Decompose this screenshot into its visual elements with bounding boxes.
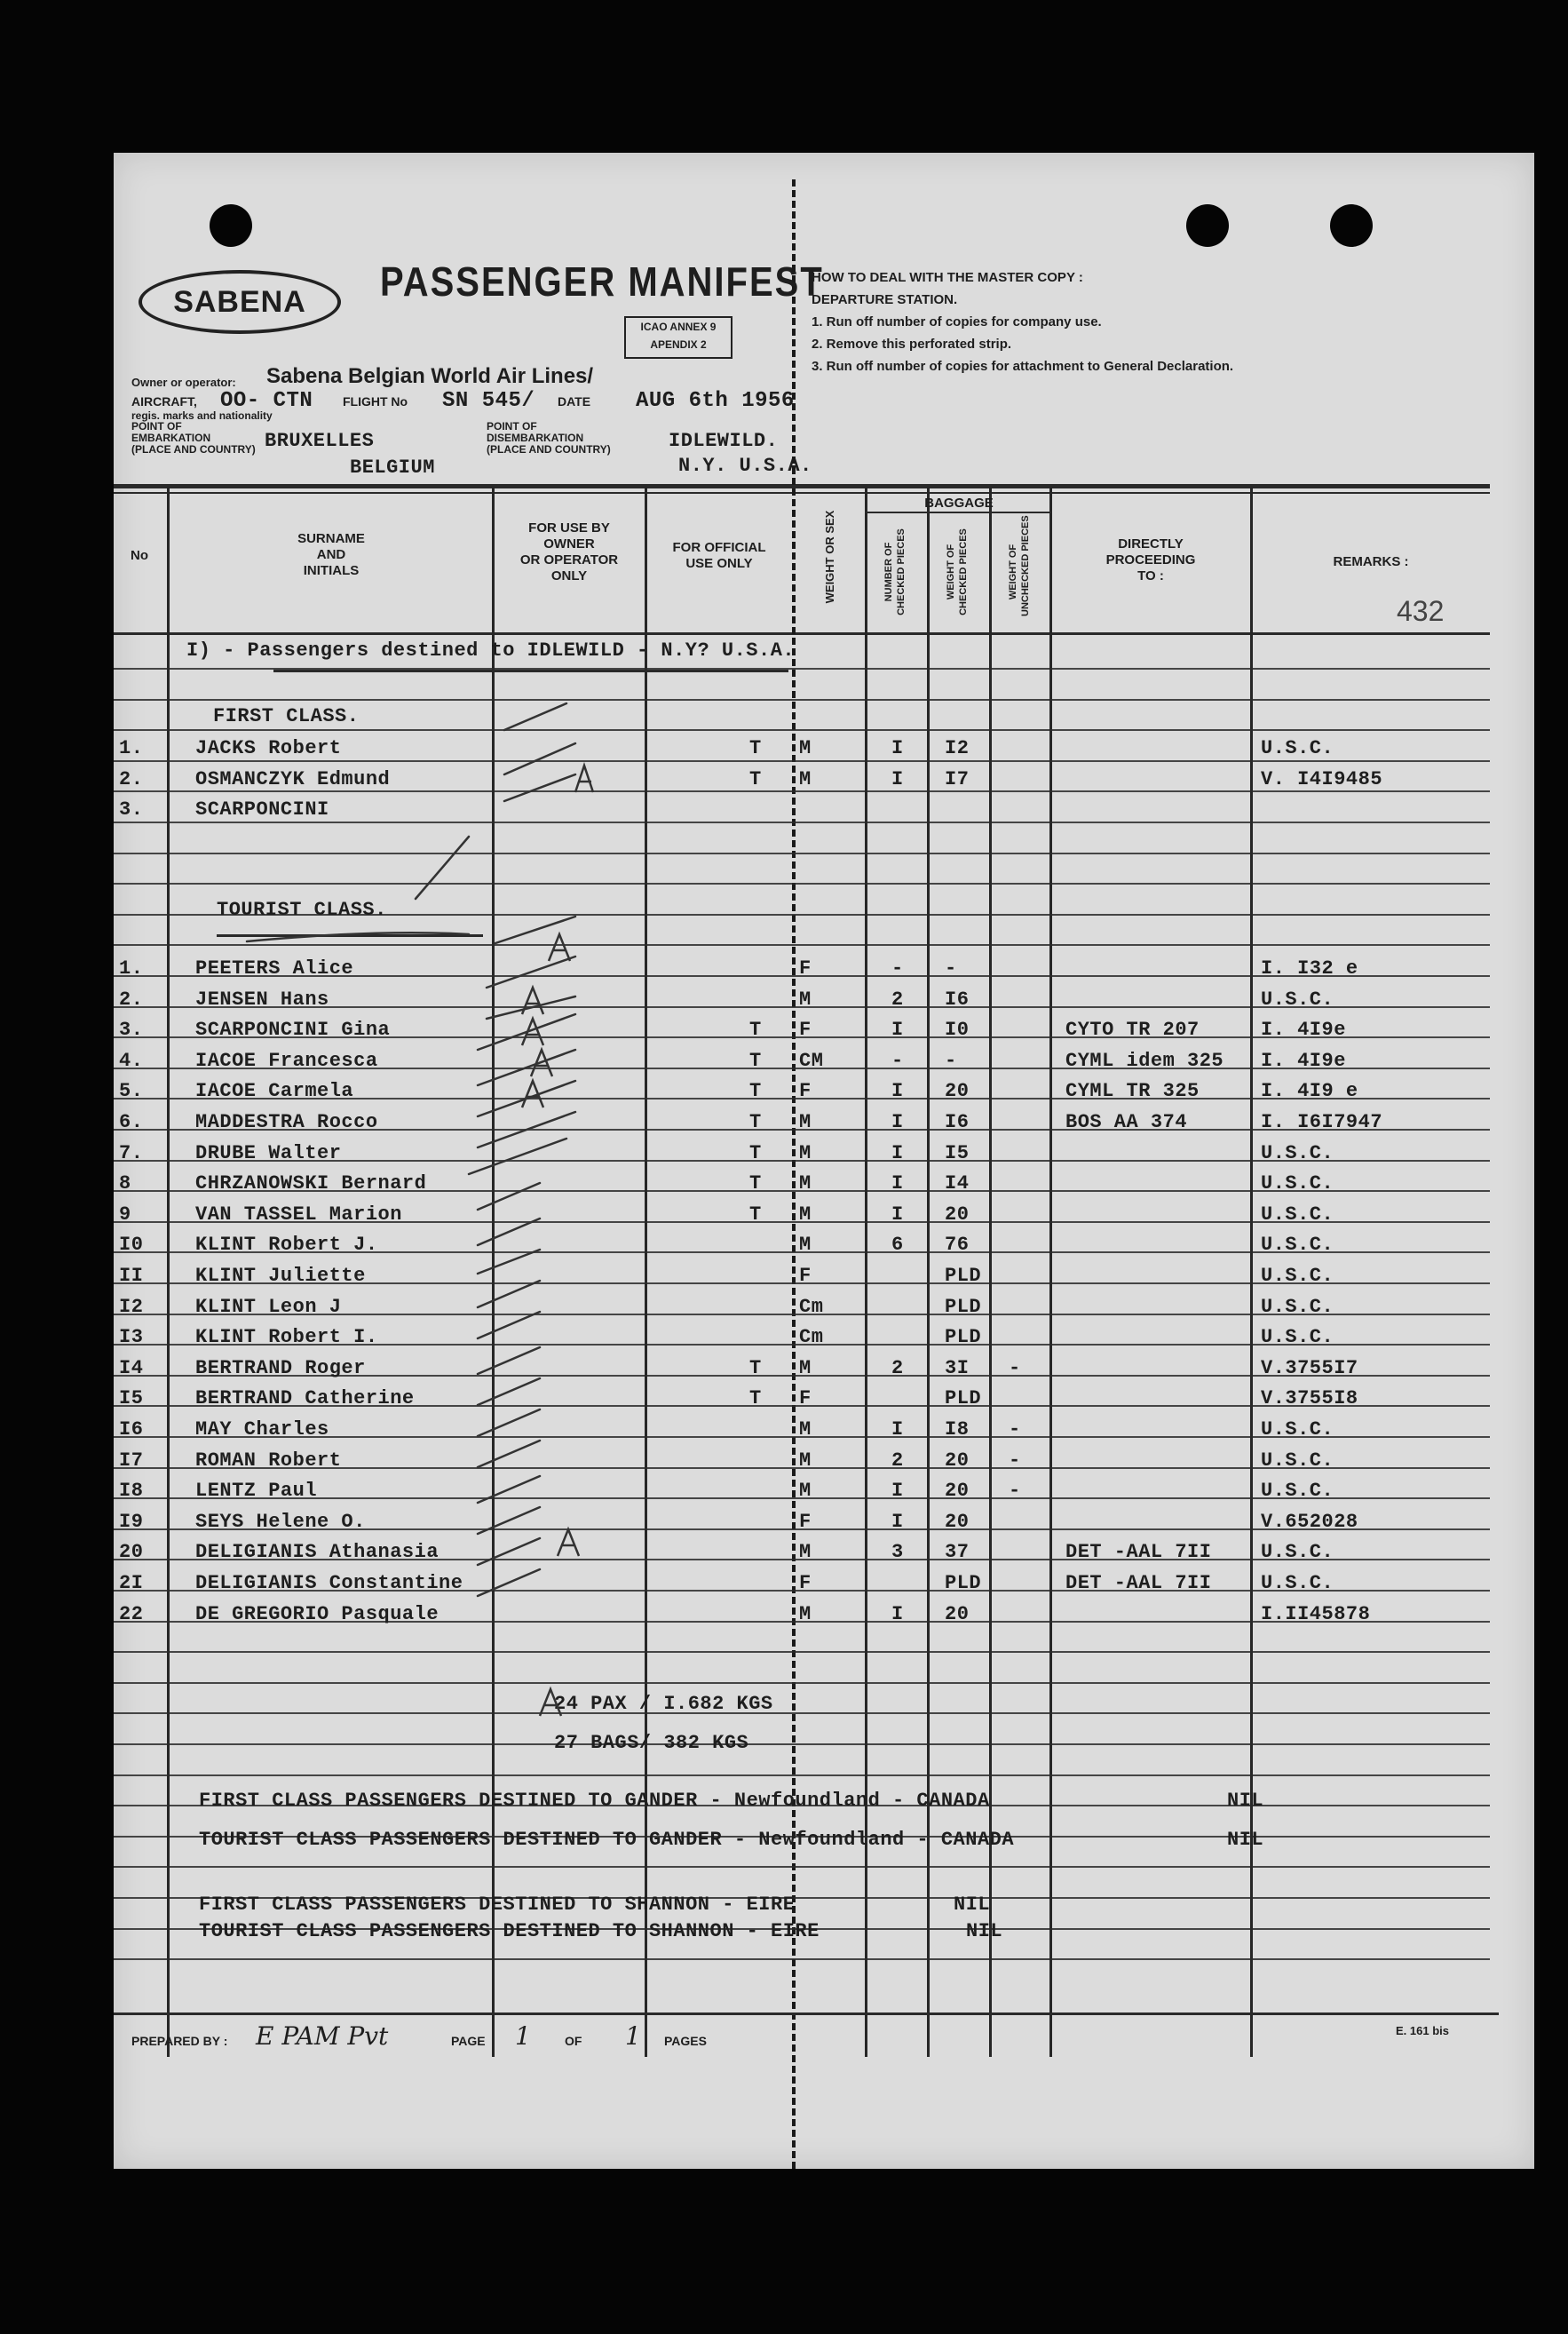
- cell-weight: -: [945, 1049, 957, 1072]
- cell-weight: 20: [945, 1510, 970, 1533]
- cell-official: T: [749, 1172, 762, 1195]
- cell-official: T: [749, 1203, 762, 1226]
- cell-remarks: V.3755I8: [1261, 1387, 1358, 1410]
- aircraft-sublabel: regis. marks and nationality: [131, 409, 273, 422]
- letter-a-mark: [522, 988, 543, 1014]
- cell-remarks: U.S.C.: [1261, 1326, 1334, 1349]
- cell-no: 2.: [119, 767, 144, 790]
- flight-no-label: FLIGHT No: [343, 394, 408, 409]
- cell-weight: PLD: [945, 1326, 982, 1349]
- cell-name: BERTRAND Catherine: [195, 1387, 415, 1410]
- cell-no: 3.: [119, 798, 144, 822]
- cell-no: I4: [119, 1356, 144, 1379]
- instruction-item: 3. Run off number of copies for attachment to General Declaration.: [812, 359, 1234, 374]
- cell-official: T: [749, 1141, 762, 1164]
- cell-remarks: I. 4I9e: [1261, 1049, 1346, 1072]
- cell-sex: F: [799, 1265, 812, 1287]
- date-label: DATE: [558, 394, 591, 409]
- cell-remarks: I. 4I9 e: [1261, 1080, 1358, 1103]
- col-header-proceeding: DIRECTLY PROCEEDING TO :: [1105, 536, 1196, 584]
- cell-no: I2: [119, 1295, 144, 1318]
- cell-pieces: I: [891, 1602, 904, 1625]
- cell-pieces: -: [891, 957, 904, 980]
- gander-first-line: FIRST CLASS PASSENGERS DESTINED TO GANDER - Newfoundland - CANADA: [199, 1790, 990, 1812]
- cell-remarks: U.S.C.: [1261, 1541, 1334, 1564]
- cell-pieces: I: [891, 767, 904, 790]
- cell-name: BERTRAND Roger: [195, 1356, 366, 1379]
- cell-name: MAY Charles: [195, 1418, 329, 1441]
- cell-remarks: U.S.C.: [1261, 1418, 1334, 1441]
- check-stroke: [478, 1312, 540, 1338]
- flight-no-value: SN 545/: [442, 389, 535, 413]
- check-stroke: [478, 1476, 540, 1503]
- cell-weight: I6: [945, 1111, 970, 1133]
- cell-name: ROMAN Robert: [195, 1449, 342, 1472]
- cell-name: IACOE Carmela: [195, 1080, 354, 1103]
- cell-remarks: U.S.C.: [1261, 988, 1334, 1011]
- cell-official: T: [749, 1019, 762, 1042]
- cell-remarks: I.II45878: [1261, 1602, 1371, 1625]
- cell-no: 4.: [119, 1049, 144, 1072]
- cell-weight: 20: [945, 1203, 970, 1226]
- col-header-unchecked-weight: WEIGHT OF UNCHECKED PIECES: [1008, 515, 1031, 616]
- cell-sex: F: [799, 1080, 812, 1103]
- cell-pieces: I: [891, 1080, 904, 1103]
- handwritten-check-marks: [114, 153, 1534, 2169]
- cell-name: DRUBE Walter: [195, 1141, 342, 1164]
- cell-remarks: U.S.C.: [1261, 1480, 1334, 1503]
- check-stroke: [478, 1378, 540, 1405]
- sabena-logo: SABENA: [139, 270, 341, 334]
- check-stroke: [478, 1250, 540, 1274]
- cell-weight: PLD: [945, 1295, 982, 1318]
- cell-pieces: I: [891, 1111, 904, 1133]
- cell-no: I7: [119, 1449, 144, 1472]
- cell-no: 9: [119, 1203, 131, 1226]
- cell-no: I8: [119, 1480, 144, 1503]
- cell-no: I6: [119, 1418, 144, 1441]
- col-header-checked-pieces: NUMBER OF CHECKED PIECES: [883, 528, 907, 615]
- cell-weight: I2: [945, 737, 970, 759]
- col-header-checked-weight: WEIGHT OF CHECKED PIECES: [946, 528, 969, 615]
- cell-weight: PLD: [945, 1572, 982, 1594]
- check-stroke: [469, 1139, 566, 1174]
- cell-name: PEETERS Alice: [195, 957, 354, 980]
- cell-pieces: 3: [891, 1541, 904, 1564]
- instructions-title: HOW TO DEAL WITH THE MASTER COPY :: [812, 270, 1083, 285]
- cell-unchecked: -: [1009, 1356, 1021, 1379]
- cell-official: T: [749, 737, 762, 759]
- cell-sex: M: [799, 1356, 812, 1379]
- cell-name: CHRZANOWSKI Bernard: [195, 1172, 427, 1195]
- cell-unchecked: -: [1009, 1449, 1021, 1472]
- cell-weight: I0: [945, 1019, 970, 1042]
- cell-name: KLINT Robert I.: [195, 1326, 378, 1349]
- col-header-weight-sex: WEIGHT OR SEX: [823, 510, 836, 604]
- check-stroke: [478, 1112, 575, 1147]
- check-stroke: [478, 1281, 540, 1307]
- letter-a-mark: [558, 1529, 579, 1556]
- shannon-tourist-line: TOURIST CLASS PASSENGERS DESTINED TO SHANNON - EIRE: [199, 1920, 820, 1942]
- gander-first-value: NIL: [1227, 1790, 1264, 1812]
- check-stroke: [478, 1050, 575, 1085]
- cell-no: 2.: [119, 988, 144, 1011]
- cell-proceeding: CYTO TR 207: [1065, 1019, 1200, 1042]
- cell-name: MADDESTRA Rocco: [195, 1111, 378, 1133]
- cell-name: KLINT Robert J.: [195, 1234, 378, 1257]
- gander-tourist-value: NIL: [1227, 1829, 1264, 1851]
- check-stroke: [478, 1347, 540, 1374]
- page-total: 1: [625, 2021, 641, 2051]
- cell-no: 7.: [119, 1141, 144, 1164]
- cell-remarks: U.S.C.: [1261, 1141, 1334, 1164]
- embarkation-city: BRUXELLES: [265, 430, 375, 452]
- cell-remarks: I. I6I7947: [1261, 1111, 1383, 1133]
- cell-weight: I4: [945, 1172, 970, 1195]
- prepared-by-label: PREPARED BY :: [131, 2034, 228, 2048]
- cell-name: OSMANCZYK Edmund: [195, 767, 391, 790]
- col-header-surname: SURNAME AND INITIALS: [297, 531, 365, 578]
- cell-weight: I8: [945, 1418, 970, 1441]
- cell-sex: M: [799, 1449, 812, 1472]
- cell-name: VAN TASSEL Marion: [195, 1203, 402, 1226]
- cell-no: 5.: [119, 1080, 144, 1103]
- check-stroke: [487, 996, 575, 1019]
- cell-pieces: 6: [891, 1234, 904, 1257]
- disembarkation-city: IDLEWILD.: [669, 430, 779, 452]
- letter-a-mark: [540, 1689, 561, 1716]
- cell-name: LENTZ Paul: [195, 1480, 318, 1503]
- cell-name: DE GREGORIO Pasquale: [195, 1602, 440, 1625]
- cell-pieces: 2: [891, 1356, 904, 1379]
- section-destination: I) - Passengers destined to IDLEWILD - N.Y? U.S.A.: [186, 639, 796, 662]
- cell-pieces: 2: [891, 1449, 904, 1472]
- cell-remarks: I. I32 e: [1261, 957, 1358, 980]
- cell-no: 2I: [119, 1572, 144, 1594]
- cell-weight: 20: [945, 1602, 970, 1625]
- cell-remarks: U.S.C.: [1261, 1449, 1334, 1472]
- cell-remarks: V.652028: [1261, 1510, 1358, 1533]
- owner-value: Sabena Belgian World Air Lines/: [266, 364, 594, 388]
- cell-no: II: [119, 1265, 144, 1287]
- check-stroke: [504, 743, 575, 774]
- shannon-first-value: NIL: [954, 1893, 991, 1916]
- cell-pieces: -: [891, 1049, 904, 1072]
- cell-remarks: U.S.C.: [1261, 737, 1334, 759]
- cell-weight: -: [945, 957, 957, 980]
- cell-weight: 20: [945, 1080, 970, 1103]
- prepared-by-signature: E PAM Pvt: [256, 2021, 389, 2051]
- of-label: OF: [565, 2034, 582, 2048]
- underline-stroke: [247, 933, 469, 941]
- total-bags: 27 BAGS/ 382 KGS: [554, 1732, 749, 1754]
- cell-remarks: U.S.C.: [1261, 1295, 1334, 1318]
- cell-weight: I5: [945, 1141, 970, 1164]
- letter-a-mark: [549, 934, 570, 961]
- cell-sex: F: [799, 1510, 812, 1533]
- cell-no: 1.: [119, 957, 144, 980]
- cell-unchecked: -: [1009, 1418, 1021, 1441]
- aircraft-label: AIRCRAFT,: [131, 394, 197, 409]
- col-header-official: FOR OFFICIAL USE ONLY: [672, 540, 766, 571]
- cell-pieces: I: [891, 1203, 904, 1226]
- cell-remarks: U.S.C.: [1261, 1203, 1334, 1226]
- check-stroke: [504, 774, 575, 801]
- cell-no: I9: [119, 1510, 144, 1533]
- cell-pieces: I: [891, 1510, 904, 1533]
- check-stroke: [478, 1183, 540, 1210]
- check-stroke: [487, 957, 575, 988]
- check-stroke: [416, 837, 469, 899]
- cell-weight: 76: [945, 1234, 970, 1257]
- instruction-item: 2. Remove this perforated strip.: [812, 337, 1012, 352]
- tourist-class-heading: TOURIST CLASS.: [217, 899, 387, 921]
- cell-remarks: V. I4I9485: [1261, 767, 1383, 790]
- cell-remarks: I. 4I9e: [1261, 1019, 1346, 1042]
- col-header-no: No: [131, 548, 148, 563]
- cell-sex: M: [799, 1141, 812, 1164]
- check-stroke: [478, 1538, 540, 1565]
- cell-weight: 20: [945, 1449, 970, 1472]
- check-stroke: [478, 1507, 540, 1534]
- cell-proceeding: BOS AA 374: [1065, 1111, 1188, 1133]
- page-number: 1: [515, 2021, 531, 2051]
- cell-sex: Cm: [799, 1326, 824, 1349]
- cell-sex: M: [799, 1234, 812, 1257]
- aircraft-reg-value: OO- CTN: [220, 389, 313, 413]
- cell-pieces: I: [891, 1480, 904, 1503]
- check-stroke: [478, 1219, 540, 1245]
- cell-official: T: [749, 1111, 762, 1133]
- total-pax: 24 PAX / I.682 KGS: [554, 1693, 773, 1715]
- date-value: AUG 6th 1956: [636, 389, 795, 413]
- page-stamp-number: 432: [1397, 595, 1445, 627]
- cell-pieces: I: [891, 1141, 904, 1164]
- cell-weight: I6: [945, 988, 970, 1011]
- cell-no: 1.: [119, 737, 144, 759]
- check-stroke: [478, 1441, 540, 1467]
- cell-no: I0: [119, 1234, 144, 1257]
- cell-name: KLINT Leon J: [195, 1295, 342, 1318]
- check-stroke: [478, 1569, 540, 1596]
- gander-tourist-line: TOURIST CLASS PASSENGERS DESTINED TO GANDER - Newfoundland - CANADA: [199, 1829, 1015, 1851]
- cell-weight: 3I: [945, 1356, 970, 1379]
- cell-no: 8: [119, 1172, 131, 1195]
- cell-sex: M: [799, 1203, 812, 1226]
- cell-name: JENSEN Hans: [195, 988, 329, 1011]
- cell-name: IACOE Francesca: [195, 1049, 378, 1072]
- cell-sex: CM: [799, 1049, 824, 1072]
- cell-no: 3.: [119, 1019, 144, 1042]
- cell-weight: 37: [945, 1541, 970, 1564]
- cell-weight: PLD: [945, 1265, 982, 1287]
- check-stroke: [495, 917, 575, 943]
- disembarkation-country: N.Y. U.S.A.: [678, 455, 812, 477]
- col-header-remarks: REMARKS :: [1333, 554, 1409, 569]
- check-stroke: [504, 703, 566, 730]
- cell-sex: M: [799, 1480, 812, 1503]
- page-label: PAGE: [451, 2034, 486, 2048]
- col-header-owner: FOR USE BY OWNER OR OPERATOR ONLY: [519, 520, 619, 584]
- first-class-heading: FIRST CLASS.: [213, 705, 360, 727]
- cell-sex: M: [799, 1541, 812, 1564]
- cell-pieces: I: [891, 737, 904, 759]
- form-code: E. 161 bis: [1396, 2024, 1449, 2037]
- cell-sex: F: [799, 957, 812, 980]
- instructions-subtitle: DEPARTURE STATION.: [812, 292, 958, 307]
- cell-weight: I7: [945, 767, 970, 790]
- cell-sex: M: [799, 767, 812, 790]
- embarkation-country: BELGIUM: [350, 456, 435, 479]
- cell-remarks: U.S.C.: [1261, 1234, 1334, 1257]
- cell-remarks: U.S.C.: [1261, 1572, 1334, 1594]
- cell-sex: F: [799, 1387, 812, 1410]
- cell-proceeding: CYML TR 325: [1065, 1080, 1200, 1103]
- cell-remarks: U.S.C.: [1261, 1172, 1334, 1195]
- cell-name: JACKS Robert: [195, 737, 342, 759]
- cell-sex: F: [799, 1019, 812, 1042]
- cell-pieces: I: [891, 1418, 904, 1441]
- cell-sex: Cm: [799, 1295, 824, 1318]
- cell-no: I5: [119, 1387, 144, 1410]
- cell-pieces: 2: [891, 988, 904, 1011]
- shannon-first-line: FIRST CLASS PASSENGERS DESTINED TO SHANNON - EIRE: [199, 1893, 796, 1916]
- cell-remarks: U.S.C.: [1261, 1265, 1334, 1287]
- check-stroke: [478, 1409, 540, 1436]
- disembarkation-label: POINT OF DISEMBARKATION (PLACE AND COUNTRY): [487, 420, 611, 456]
- cell-sex: M: [799, 1111, 812, 1133]
- owner-label: Owner or operator:: [131, 376, 236, 389]
- cell-weight: PLD: [945, 1387, 982, 1410]
- cell-pieces: I: [891, 1172, 904, 1195]
- cell-no: 20: [119, 1541, 144, 1564]
- cell-no: I3: [119, 1326, 144, 1349]
- cell-sex: M: [799, 1418, 812, 1441]
- cell-official: T: [749, 1356, 762, 1379]
- cell-official: T: [749, 767, 762, 790]
- cell-proceeding: CYML idem 325: [1065, 1049, 1224, 1072]
- cell-proceeding: DET -AAL 7II: [1065, 1572, 1212, 1594]
- cell-official: T: [749, 1387, 762, 1410]
- letter-a-mark: [575, 766, 593, 792]
- cell-name: SCARPONCINI Gina: [195, 1019, 391, 1042]
- cell-no: 6.: [119, 1111, 144, 1133]
- cell-sex: M: [799, 1172, 812, 1195]
- cell-name: SEYS Helene O.: [195, 1510, 366, 1533]
- shannon-tourist-value: NIL: [966, 1920, 1003, 1942]
- embarkation-label: POINT OF EMBARKATION (PLACE AND COUNTRY): [131, 420, 256, 456]
- cell-pieces: I: [891, 1019, 904, 1042]
- cell-name: DELIGIANIS Constantine: [195, 1572, 463, 1594]
- cell-official: T: [749, 1049, 762, 1072]
- cell-no: 22: [119, 1602, 144, 1625]
- cell-remarks: V.3755I7: [1261, 1356, 1358, 1379]
- instruction-item: 1. Run off number of copies for company use.: [812, 314, 1102, 329]
- cell-sex: M: [799, 1602, 812, 1625]
- icao-box: ICAO ANNEX 9 APENDIX 2: [624, 316, 733, 359]
- cell-sex: F: [799, 1572, 812, 1594]
- cell-proceeding: DET -AAL 7II: [1065, 1541, 1212, 1564]
- cell-name: DELIGIANIS Athanasia: [195, 1541, 440, 1564]
- cell-sex: M: [799, 737, 812, 759]
- cell-unchecked: -: [1009, 1480, 1021, 1503]
- col-header-baggage: BAGGAGE: [924, 496, 994, 511]
- cell-weight: 20: [945, 1480, 970, 1503]
- cell-sex: M: [799, 988, 812, 1011]
- document-title: PASSENGER MANIFEST: [380, 259, 824, 306]
- pages-label: PAGES: [664, 2034, 707, 2048]
- cell-name: SCARPONCINI: [195, 798, 329, 822]
- manifest-sheet: [114, 153, 1534, 2169]
- cell-name: KLINT Juliette: [195, 1265, 366, 1287]
- cell-official: T: [749, 1080, 762, 1103]
